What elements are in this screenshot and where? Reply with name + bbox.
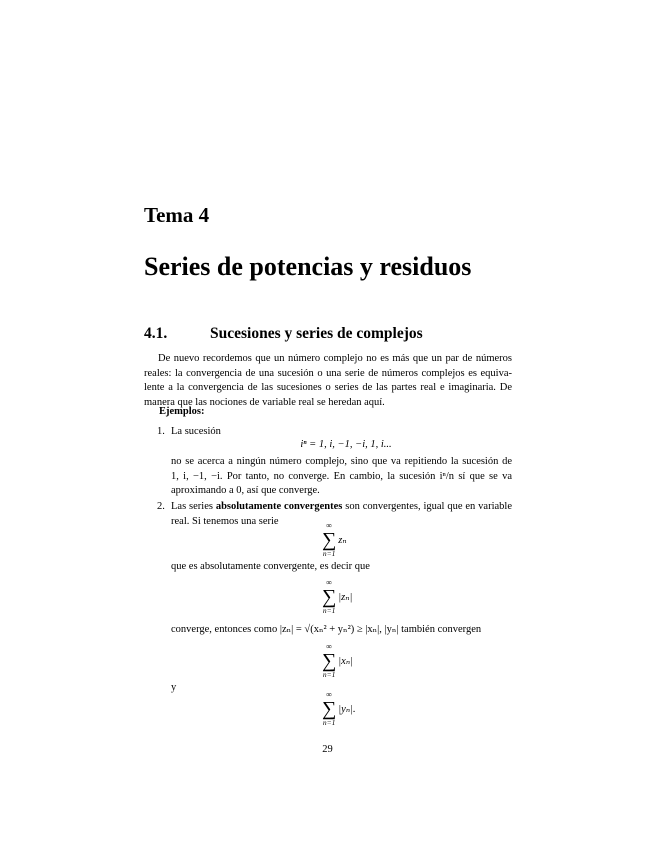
sum-upper: ∞ xyxy=(326,578,332,587)
example2-lead-post: son convergentes, igual que en variable xyxy=(342,501,512,512)
sum-symbol: ∞ ∑ n=1 xyxy=(322,578,337,615)
example2-line xyxy=(171,500,512,515)
sum-symbol: ∞ ∑ n=1 xyxy=(322,521,337,558)
intro-line: reales: la convergencia de una sucesión o una serie de números complejos es equiva- xyxy=(144,367,512,379)
intro-line: lente a la convergencia de las sucesiones o series de las partes real e imaginaria. De xyxy=(144,382,512,393)
sum-lower: n=1 xyxy=(322,718,336,727)
sum-term: |zₙ| xyxy=(338,592,353,604)
list-marker: 1. xyxy=(157,426,165,437)
sum-upper: ∞ xyxy=(326,521,332,530)
sum-formula xyxy=(322,643,353,679)
sum-symbol: ∞ ∑ n=1 xyxy=(322,642,337,679)
list-marker: 2. xyxy=(157,501,165,512)
example2-after-sum1: que es absolutamente convergente, es decir que xyxy=(171,561,370,572)
intro-line: manera que las nociones de variable real se heredan aquí. xyxy=(144,396,385,408)
example1-line: no se acerca a ningún número complejo, sino que va repitiendo la sucesión de xyxy=(171,456,512,467)
section-number: 4.1. xyxy=(144,325,168,342)
example2-line: real. Si tenemos una serie xyxy=(171,515,279,527)
chapter-title: Series de potencias y residuos xyxy=(144,252,472,281)
example1-text xyxy=(171,455,512,499)
example2-lead-bold: absolutamente convergentes xyxy=(215,501,343,512)
sum-formula xyxy=(322,691,356,727)
sum-term: zₙ xyxy=(338,535,347,547)
sum-upper: ∞ xyxy=(326,642,332,651)
sum-term: |xₙ| xyxy=(338,656,353,668)
chapter-label: Tema 4 xyxy=(144,203,210,227)
sum-term: |yₙ|. xyxy=(338,704,356,716)
example1-line: 1, i, −1, −i. Por tanto, no converge. En cambio, la sucesión iⁿ/n sí que se va xyxy=(171,470,512,482)
page-number: 29 xyxy=(322,744,333,755)
example2-converge-line: converge, entonces como |zₙ| = √(xₙ² + yₙ²) ≥ |xₙ|, |yₙ| también convergen xyxy=(171,624,482,635)
example1-formula: iⁿ = 1, i, −1, −i, 1, i... xyxy=(300,439,392,450)
example1-line: aproximando a 0, así que converge. xyxy=(171,485,320,496)
intro-line: De nuevo recordemos que un número complejo no es más que un par de números xyxy=(158,353,512,364)
intro-paragraph xyxy=(144,352,512,410)
sum-formula xyxy=(322,579,352,615)
example2-conjunction: y xyxy=(171,682,177,693)
section-title: Sucesiones y series de complejos xyxy=(210,325,423,342)
sum-symbol: ∞ ∑ n=1 xyxy=(322,690,337,727)
sum-lower: n=1 xyxy=(322,606,336,615)
example1-lead: La sucesión xyxy=(171,426,221,437)
section-heading xyxy=(144,325,423,343)
example2-lead-pre: Las series xyxy=(171,501,216,512)
sum-upper: ∞ xyxy=(326,690,332,699)
sum-lower: n=1 xyxy=(322,670,336,679)
sum-formula xyxy=(322,522,347,558)
sum-lower: n=1 xyxy=(322,549,336,558)
examples-heading: Ejemplos: xyxy=(159,406,205,417)
